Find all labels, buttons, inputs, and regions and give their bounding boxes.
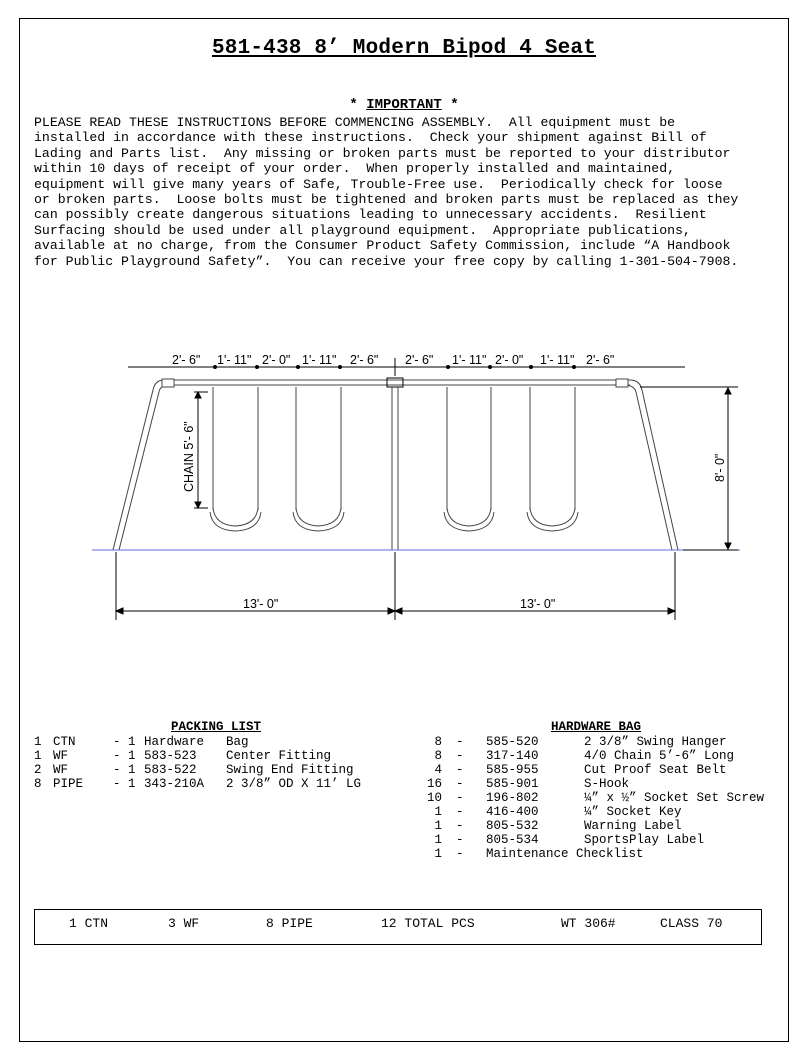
packing-row [34,777,362,861]
important-line: equipment will give many years of Safe, Trouble-Free use. Periodically check for loose [34,176,723,192]
chain-dimension [194,392,208,508]
hardware-part: 805-532 [486,819,539,833]
packing-part: 343-210A [144,777,205,791]
swing-set-diagram [0,330,808,630]
hardware-qty: 1 [434,805,442,819]
hardware-bag-heading: HARDWARE BAG [551,720,642,734]
top-dim-label: 2'- 6" [172,353,201,367]
important-line: for Public Playground Safety”. You can receive your free copy by calling 1-301-504-7908. [34,253,739,269]
important-line: available at no charge, from the Consumer Product Safety Commission, include “A Handbook [34,238,731,254]
hardware-desc: ¼” x ½” Socket Set Screw [584,791,765,805]
packing-part: 583-522 [144,763,197,777]
important-line: within 10 days of receipt of your order. When properly installed and maintained, [34,161,676,177]
hardware-qty: 16 [426,777,442,791]
hardware-qty: 1 [434,833,442,847]
hardware-desc: S-Hook [584,777,630,791]
swing-seat [293,387,344,531]
hardware-row: 8 - 317-140 4/0 Chain 5’-6” Long [420,749,435,819]
hardware-qty: 8 [434,749,442,763]
important-text [34,115,774,269]
important-line: installed in accordance with these instructions. Check your shipment against Bill of [34,130,707,146]
top-dim-label: 1'- 11" [217,353,252,367]
page-title: 581-438 8’ Modern Bipod 4 Seat [211,37,597,60]
hardware-qty: 10 [426,791,442,805]
hardware-part: 196-802 [486,791,539,805]
chain-label: CHAIN 5'- 6" [182,421,196,492]
hardware-part: 585-520 [486,735,539,749]
packing-desc: Bag [226,735,249,749]
total-pieces: 12 TOTAL PCS [381,916,475,931]
packing-dash: - 1 [113,749,136,763]
hardware-row: 8 - 585-520 2 3/8” Swing Hanger [420,735,435,805]
bottom-right-label: 13'- 0" [520,597,556,611]
hardware-desc: 2 3/8” Swing Hanger [584,735,727,749]
swing-seat [210,387,261,531]
height-label: 8'- 0" [713,453,727,482]
hardware-desc: ¼” Socket Key [584,805,682,819]
important-label: IMPORTANT [366,97,442,113]
hardware-row: 10 - 196-802 ¼” x ½” Socket Set Screw [420,791,435,861]
hardware-row: 1 - 805-532 Warning Label [420,819,435,889]
hardware-desc: Warning Label [584,819,682,833]
total-weight: WT 306# [561,916,616,931]
hardware-qty: 8 [434,735,442,749]
packing-part: 583-523 [144,749,197,763]
packing-dash: - 1 [113,777,136,791]
important-prefix: * [349,97,367,113]
top-dim-label: 2'- 6" [586,353,615,367]
total-ctn: 1 CTN [69,916,109,931]
important-line: PLEASE READ THESE INSTRUCTIONS BEFORE COMMENCING ASSEMBLY. All equipment must be [34,115,676,130]
top-dim-label: 2'- 6" [350,353,379,367]
hardware-part: 416-400 [486,805,539,819]
swing-seat [527,387,578,531]
packing-dash: - 1 [113,763,136,777]
totals-box [34,909,762,945]
packing-list-heading: PACKING LIST [171,720,262,734]
total-pipe: 8 PIPE [266,916,313,931]
hardware-desc: SportsPlay Label [584,833,705,847]
packing-part: Hardware [144,735,205,749]
hardware-qty: 1 [434,819,442,833]
freight-class: CLASS 70 [660,916,723,931]
top-beam [164,380,630,385]
packing-unit: CTN [53,735,76,749]
hardware-row: 1 - 805-534 SportsPlay Label [420,833,435,903]
top-dim-label: 2'- 6" [405,353,434,367]
packing-unit: WF [53,749,69,763]
bottom-left-label: 13'- 0" [243,597,279,611]
hardware-part: 585-955 [486,763,539,777]
top-dim-label: 2'- 0" [495,353,524,367]
important-heading [0,97,808,113]
important-line: can possibly create dangerous situations leading to unnecessary accidents. Resilient [34,207,707,223]
packing-qty: 1 [34,749,42,763]
hardware-row: 1 - Maintenance Checklist [420,847,435,903]
packing-unit: PIPE [53,777,84,791]
hardware-part: 805-534 [486,833,539,847]
total-wf: 3 WF [168,916,200,931]
hardware-part: Maintenance Checklist [486,847,644,861]
packing-desc: 2 3/8” OD X 11’ LG [226,777,362,791]
hardware-qty: 4 [434,763,442,777]
top-dim-label: 1'- 11" [302,353,337,367]
hardware-row: 16 - 585-901 S-Hook [420,777,435,847]
important-line: Lading and Parts list. Any missing or broken parts must be reported to your distributor [34,145,731,161]
bottom-dimension [116,552,675,620]
top-dim-label: 1'- 11" [452,353,487,367]
hardware-part: 585-901 [486,777,539,791]
packing-desc: Swing End Fitting [226,763,354,777]
packing-dash: - 1 [113,735,136,749]
important-suffix: * [441,97,459,113]
packing-qty: 1 [34,735,42,749]
right-leg [616,379,678,550]
swing-seat [444,387,494,531]
top-dim-label: 2'- 0" [262,353,291,367]
hardware-qty: 1 [434,847,442,861]
packing-desc: Center Fitting [226,749,332,763]
packing-qty: 2 [34,763,42,777]
packing-unit: WF [53,763,69,777]
hardware-part: 317-140 [486,749,539,763]
hardware-desc: Cut Proof Seat Belt [584,763,727,777]
important-line: or broken parts. Loose bolts must be tightened and broken parts must be replaced as they [34,192,739,208]
hardware-desc: 4/0 Chain 5’-6” Long [584,749,735,763]
top-dim-label: 1'- 11" [540,353,575,367]
important-line: Surfacing should be used under all playground equipment. Appropriate publications, [34,222,691,238]
hardware-row: 1 - 416-400 ¼” Socket Key [420,805,435,875]
packing-qty: 8 [34,777,42,791]
hardware-row: 4 - 585-955 Cut Proof Seat Belt [420,763,435,833]
left-leg [113,379,174,550]
center-post [392,387,398,550]
center-fitting [387,378,403,387]
